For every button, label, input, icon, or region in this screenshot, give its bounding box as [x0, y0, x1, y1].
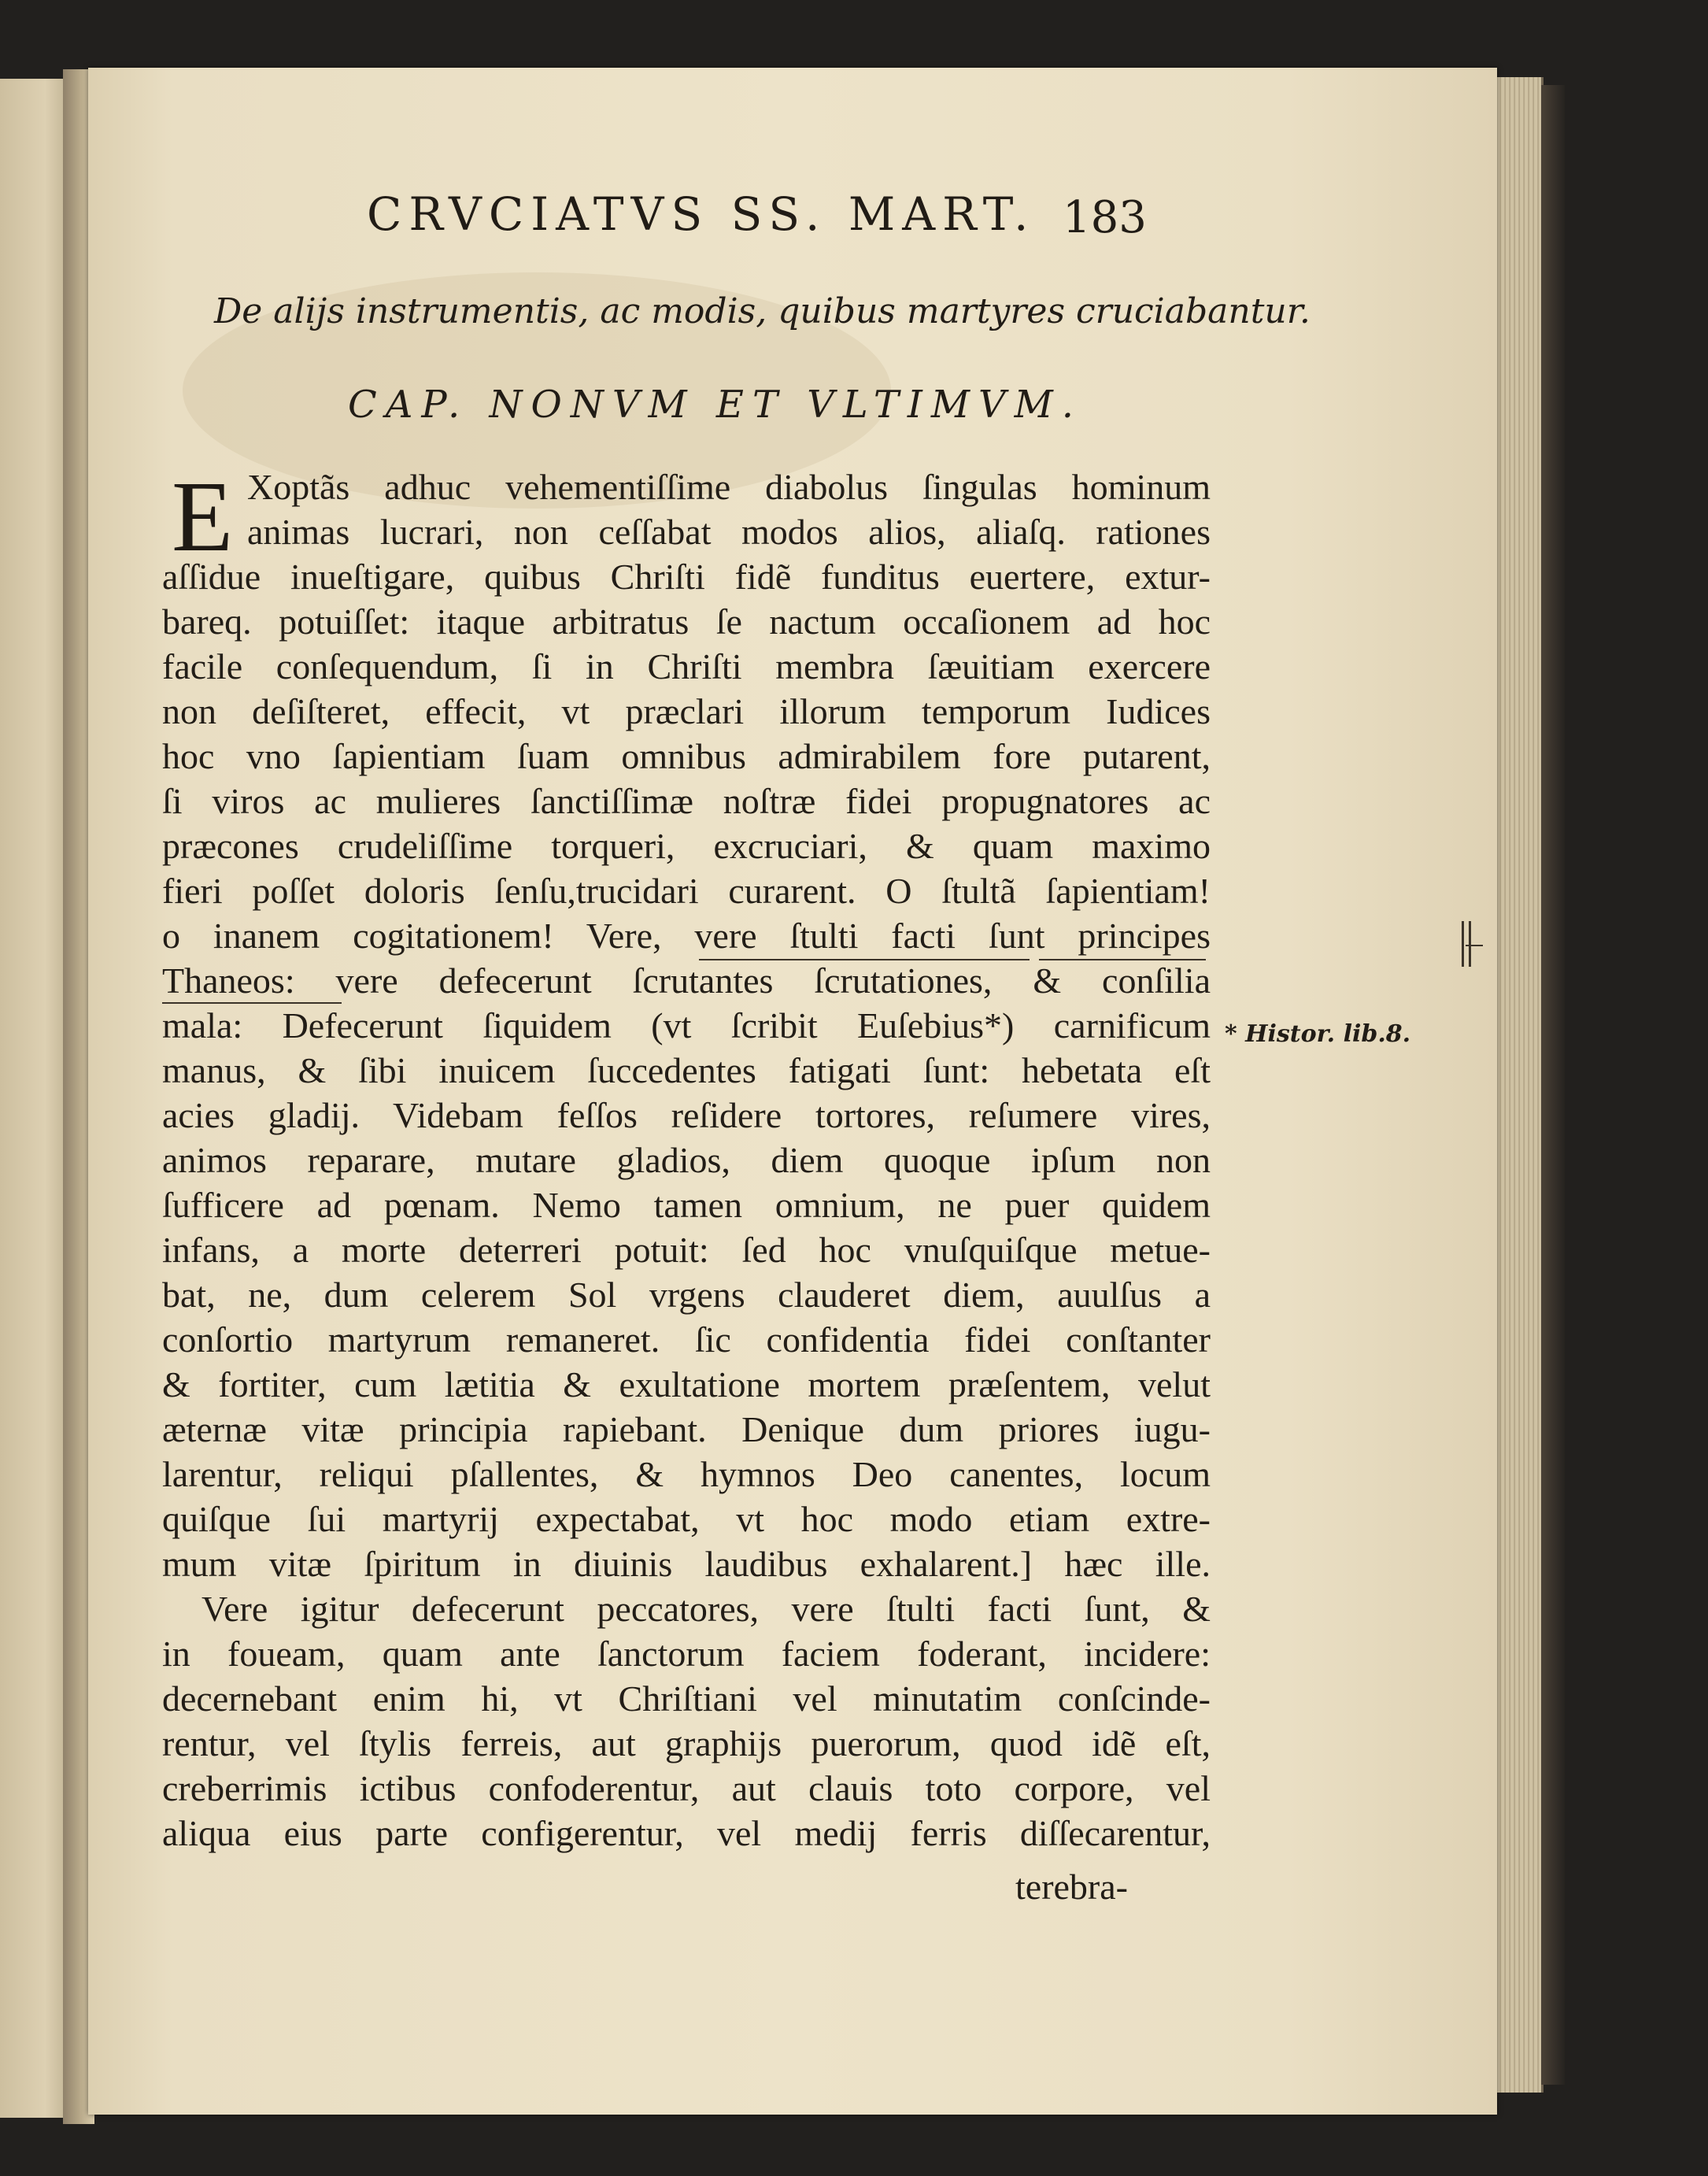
text-line: ſi viros ac mulieres ſanctiſſimæ noſtræ fidei propugnatores ac — [162, 781, 1211, 821]
text-line: æternæ vitæ principia rapiebant. Denique dum priores iugu- — [162, 1409, 1211, 1449]
margin-mark — [1462, 921, 1464, 967]
text-line: larentur, reliqui pſallentes, & hymnos Deo canentes, locum — [162, 1454, 1211, 1494]
text-line: facile conſequendum, ſi in Chriſti membra ſæuitiam exercere — [162, 646, 1211, 686]
text-line: infans, a morte deterreri potuit: ſed hoc vnuſquiſque metue- — [162, 1230, 1211, 1270]
text-line: ſufficere ad pœnam. Nemo tamen omnium, ne puer quidem — [162, 1185, 1211, 1225]
running-head: CRVCIATVS SS. MART. — [367, 187, 1036, 241]
page-edges-shadow — [1541, 85, 1565, 2085]
catchword: terebra- — [1015, 1867, 1128, 1907]
text-line: conſortio martyrum remaneret. ſic confidentia fidei conſtanter — [162, 1319, 1211, 1360]
drop-cap: E — [172, 461, 234, 572]
text-line: rentur, vel ſtylis ferreis, aut graphijs puerorum, quod idẽ eſt, — [162, 1723, 1211, 1763]
text-line: in foueam, quam ante ſanctorum faciem foderant, incidere: — [162, 1634, 1211, 1674]
text-line: hoc vno ſapientiam ſuam omnibus admirabilem fore putarent, — [162, 736, 1211, 776]
page-edges — [1492, 77, 1543, 2093]
margin-mark — [1469, 921, 1471, 967]
margin-mark — [1466, 945, 1483, 946]
text-line: o inanem cogitationem! Vere, vere ſtulti facti ſunt principes — [162, 916, 1211, 956]
text-line: acies gladij. Videbam feſſos reſidere tortores, reſumere vires, — [162, 1095, 1211, 1135]
text-line: decernebant enim hi, vt Chriſtiani vel minutatim conſcinde- — [162, 1678, 1211, 1719]
page-number: 183 — [1063, 192, 1147, 243]
text-line: bat, ne, dum celerem Sol vrgens clauderet diem, auulſus a — [162, 1275, 1211, 1315]
handwritten-underline — [699, 959, 1030, 960]
text-line: aliqua eius parte configerentur, vel medij ferris diſſecarentur, — [162, 1813, 1211, 1853]
handwritten-underline — [162, 1002, 342, 1004]
text-line: quiſque ſui martyrij expectabat, vt hoc modo etiam extre- — [162, 1499, 1211, 1539]
chapter-subtitle: De alijs instrumentis, ac modis, quibus martyres cruciabantur. — [214, 291, 1311, 331]
text-line: animos reparare, mutare gladios, diem quoque ipſum non — [162, 1140, 1211, 1180]
text-line: aſſidue inueſtigare, quibus Chriſti fidẽ funditus euertere, extur- — [162, 557, 1211, 597]
handwritten-underline — [1039, 959, 1206, 960]
text-line: bareq. potuiſſet: itaque arbitratus ſe nactum occaſionem ad hoc — [162, 601, 1211, 642]
text-line: Xoptãs adhuc vehementiſſime diabolus ſingulas hominum — [247, 467, 1211, 507]
side-note: * Histor. lib.8. — [1225, 1020, 1411, 1048]
text-line: & fortiter, cum lætitia & exultatione mortem præſentem, velut — [162, 1364, 1211, 1404]
text-line: manus, & ſibi inuicem ſuccedentes fatigati ſunt: hebetata eſt — [162, 1050, 1211, 1090]
text-line: fieri poſſet doloris ſenſu,trucidari curarent. O ſtultã ſapientiam! — [162, 871, 1211, 911]
text-line: mala: Defecerunt ſiquidem (vt ſcribit Euſebius*) carnificum — [162, 1005, 1211, 1045]
text-line: præcones crudeliſſime torqueri, excruciari, & quam maximo — [162, 826, 1211, 866]
chapter-title: CAP. NONVM ET VLTIMVM. — [348, 383, 1083, 427]
text-line: animas lucrari, non ceſſabat modos alios, aliaſq. rationes — [247, 512, 1211, 552]
text-line: creberrimis ictibus confoderentur, aut clauis toto corpore, vel — [162, 1768, 1211, 1808]
text-line: Thaneos: vere defecerunt ſcrutantes ſcrutationes, & conſilia — [162, 960, 1211, 1001]
text-line: Vere igitur defecerunt peccatores, vere ſtulti facti ſunt, & — [201, 1589, 1211, 1629]
text-line: mum vitæ ſpiritum in diuinis laudibus exhalarent.] hæc ille. — [162, 1544, 1211, 1584]
text-line: non deſiſteret, effecit, vt præclari illorum temporum Iudices — [162, 691, 1211, 731]
